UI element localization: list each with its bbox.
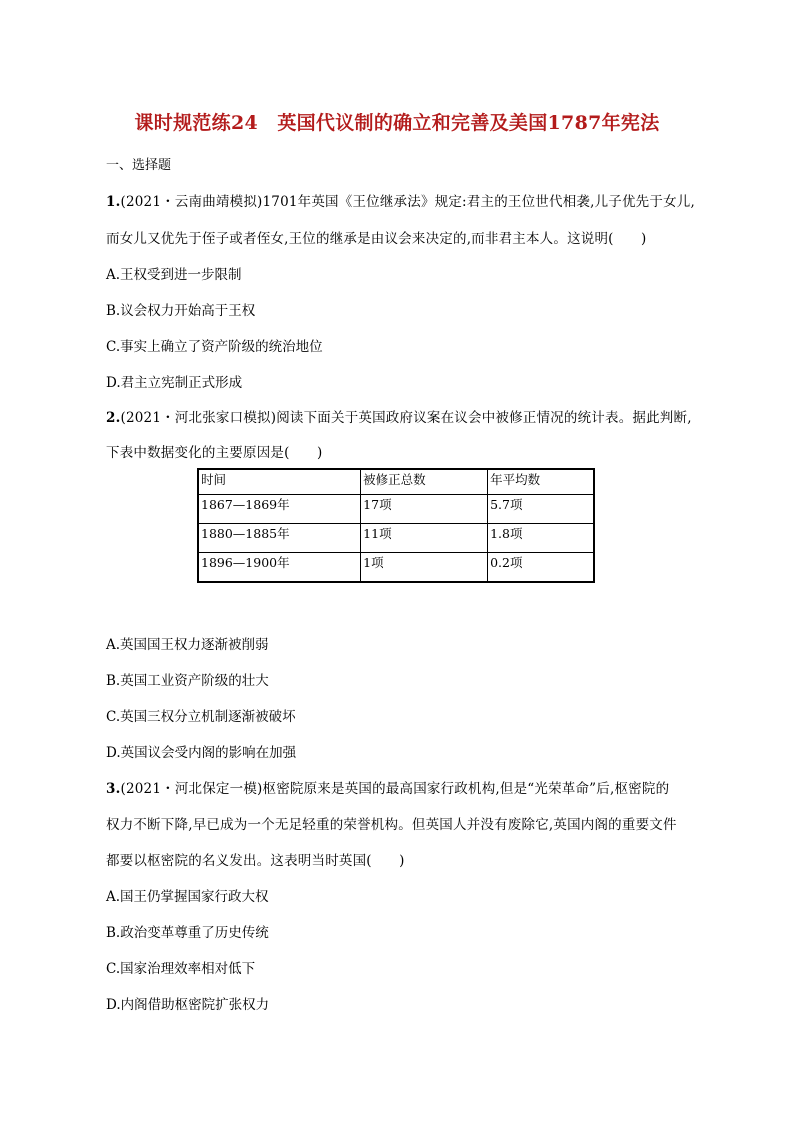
question-3-line-3: 都要以枢密院的名义发出。这表明当时英国( ) — [106, 853, 405, 869]
page-title: 课时规范练24 英国代议制的确立和完善及美国1787年宪法 — [134, 112, 660, 134]
question-2-option-a: A.英国国王权力逐渐被削弱 — [106, 637, 269, 653]
statistics-table — [197, 468, 595, 583]
table-row — [198, 495, 594, 524]
question-3-option-b: B.政治变革尊重了历史传统 — [106, 925, 269, 941]
question-2-option-b: B.英国工业资产阶级的壮大 — [106, 673, 269, 689]
table-cell: 1.8项 — [488, 524, 594, 553]
question-3-line-1 — [106, 777, 669, 797]
question-1-line-2: 而女儿又优先于侄子或者侄女,王位的继承是由议会来决定的,而非君主本人。这说明( ) — [106, 231, 647, 247]
question-3-option-d: D.内阁借助枢密院扩张权力 — [106, 997, 270, 1013]
table-cell: 1867—1869年 — [198, 495, 361, 524]
table-cell: 17项 — [361, 495, 488, 524]
question-1-number: 1. — [106, 194, 121, 210]
question-2-line-2: 下表中数据变化的主要原因是( ) — [106, 445, 323, 461]
question-1-option-a: A.王权受到进一步限制 — [106, 267, 242, 283]
table-row — [198, 524, 594, 553]
question-1-option-c: C.事实上确立了资产阶级的统治地位 — [106, 339, 323, 355]
table-header-cell: 时间 — [198, 469, 361, 495]
table-cell: 5.7项 — [488, 495, 594, 524]
table-cell: 1项 — [361, 553, 488, 583]
table-cell: 11项 — [361, 524, 488, 553]
table-header-cell: 被修正总数 — [361, 469, 488, 495]
question-2-option-c: C.英国三权分立机制逐渐被破坏 — [106, 709, 296, 725]
question-1-text: (2021・云南曲靖模拟)1701年英国《王位继承法》规定:君主的王位世代相袭,儿子优先于女儿, — [120, 194, 695, 210]
question-3-option-c: C.国家治理效率相对低下 — [106, 961, 256, 977]
question-3-number: 3. — [106, 781, 121, 797]
question-1-option-b: B.议会权力开始高于王权 — [106, 303, 256, 319]
question-2-option-d: D.英国议会受内阁的影响在加强 — [106, 745, 297, 761]
question-1-line-1 — [106, 190, 695, 210]
question-2-text: (2021・河北张家口模拟)阅读下面关于英国政府议案在议会中被修正情况的统计表。据此判断, — [120, 410, 692, 426]
table-cell: 1880—1885年 — [198, 524, 361, 553]
question-3-option-a: A.国王仍掌握国家行政大权 — [106, 889, 269, 905]
table-cell: 1896—1900年 — [198, 553, 361, 583]
table-row — [198, 553, 594, 583]
question-1-option-d: D.君主立宪制正式形成 — [106, 375, 243, 391]
question-2-number: 2. — [106, 410, 121, 426]
table-header-row — [198, 469, 594, 495]
section-header: 一、选择题 — [106, 158, 172, 173]
table-header-cell: 年平均数 — [488, 469, 594, 495]
question-3-text: (2021・河北保定一模)枢密院原来是英国的最高国家行政机构,但是“光荣革命”后,枢密院的 — [120, 781, 670, 797]
question-2-line-1 — [106, 406, 692, 426]
table-cell: 0.2项 — [488, 553, 594, 583]
question-3-line-2: 权力不断下降,早已成为一个无足轻重的荣誉机构。但英国人并没有废除它,英国内阁的重要文件 — [106, 817, 677, 833]
